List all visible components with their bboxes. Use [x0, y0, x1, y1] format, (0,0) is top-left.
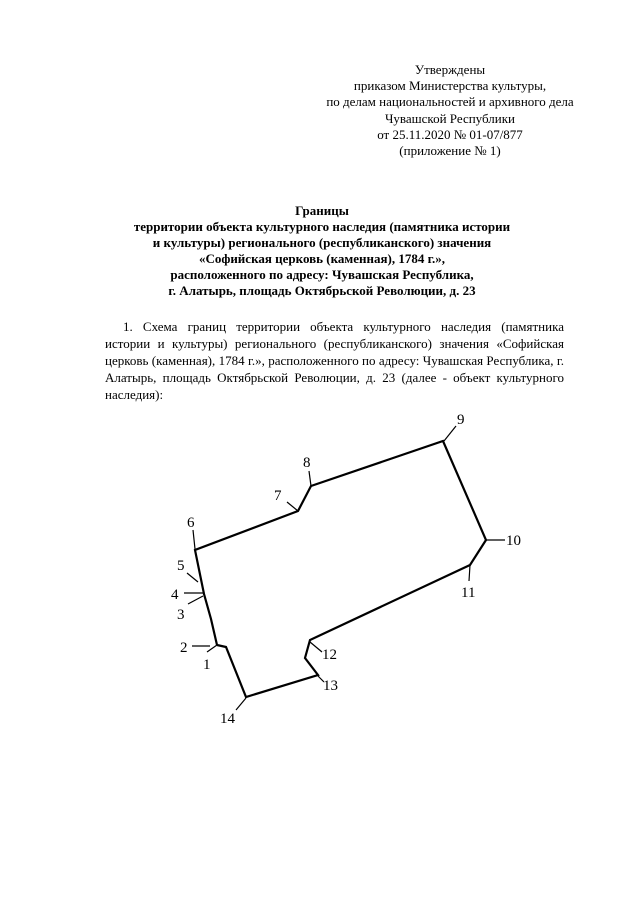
leader-line — [287, 502, 298, 511]
approval-line: от 25.11.2020 № 01-07/877 — [377, 126, 523, 142]
leader-lines — [184, 426, 505, 710]
title-line: г. Алатырь, площадь Октябрьской Революции, д. 23 — [168, 283, 476, 298]
leader-line — [444, 426, 456, 441]
point-label-10: 10 — [506, 533, 521, 549]
title-line: Границы — [295, 203, 349, 218]
title-line: «Софийская церковь (каменная), 1784 г.», — [198, 251, 446, 266]
scheme-description-paragraph: 1. Схема границ территории объекта культурного наследия (памятника истории и культуры) регионального (республиканского) значения «Софийская церковь (каменная), 1784 г.», расположенного по адресу: Чувашская Республика, г. Алатырь, площадь Октябрьской Революции, д. 23 (далее - объект культурного наследия): — [105, 319, 564, 402]
point-label-3: 3 — [177, 607, 185, 623]
leader-line — [193, 530, 195, 549]
title-line: территории объекта культурного наследия (памятника истории — [133, 219, 511, 234]
point-label-8: 8 — [303, 455, 311, 471]
point-label-11: 11 — [461, 585, 476, 601]
leader-line — [236, 698, 246, 710]
point-label-9: 9 — [457, 412, 465, 428]
title-line: расположенного по адресу: Чувашская Республика, — [170, 267, 474, 282]
point-label-12: 12 — [322, 647, 337, 663]
point-label-2: 2 — [180, 640, 188, 656]
approval-line: приказом Министерства культуры, — [353, 78, 547, 94]
approval-line: (приложение № 1) — [399, 143, 501, 159]
leader-line — [310, 642, 322, 652]
approval-line: Чувашской Республики — [384, 110, 516, 126]
point-label-13: 13 — [323, 678, 338, 694]
leader-line — [187, 573, 198, 582]
point-label-1: 1 — [203, 657, 211, 673]
point-label-6: 6 — [187, 515, 195, 531]
point-label-5: 5 — [177, 558, 185, 574]
point-label-7: 7 — [274, 488, 282, 504]
boundary-outline — [195, 441, 486, 697]
leader-line — [469, 565, 470, 581]
leader-line — [309, 471, 311, 486]
approval-line: по делам национальностей и архивного дела — [326, 94, 574, 110]
approval-line: Утверждены — [414, 62, 486, 77]
point-label-14: 14 — [220, 711, 235, 727]
title-line: и культуры) регионального (республиканского) значения — [152, 235, 492, 250]
point-label-4: 4 — [171, 587, 179, 603]
leader-line — [188, 596, 203, 604]
